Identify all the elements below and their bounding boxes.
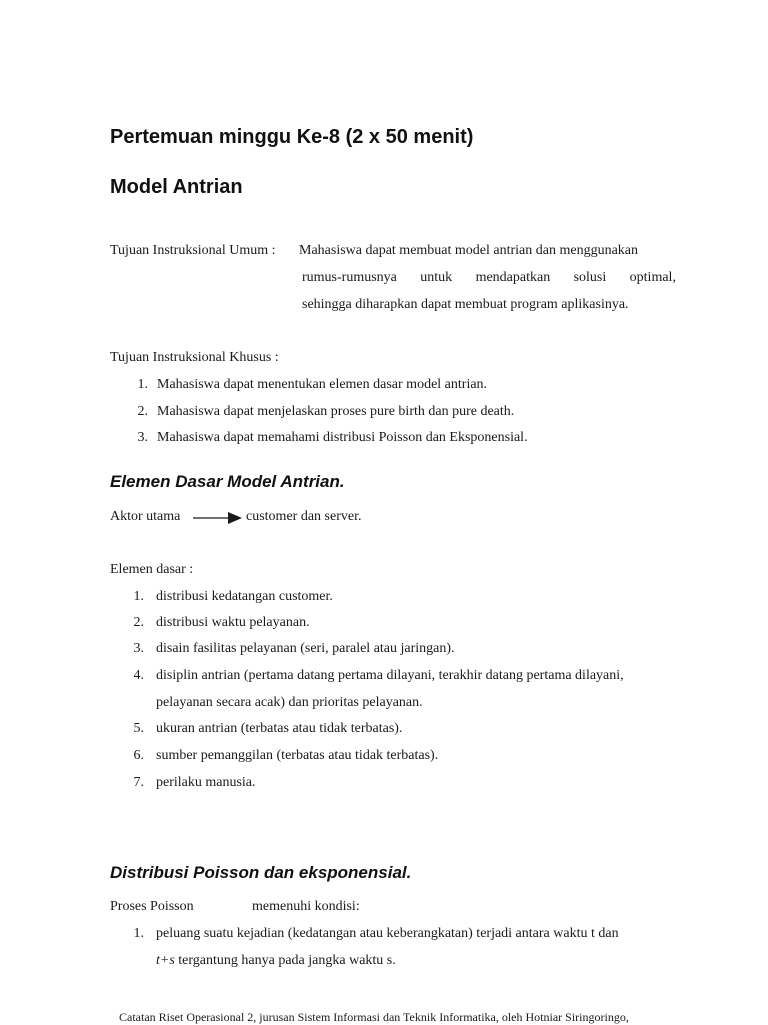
list-number: 3.: [133, 641, 144, 656]
tiu-line-1: Mahasiswa dapat membuat model antrian dan menggunakan: [299, 243, 639, 258]
tiu-line-2: [302, 270, 676, 286]
tiu-word: solusi: [573, 270, 607, 285]
list-number: 2.: [137, 404, 148, 419]
list-item: disiplin antrian (pertama datang pertama dilayani, terakhir datang pertama dilayani,: [156, 668, 624, 683]
list-number: 1.: [133, 926, 144, 941]
elemen-label: Elemen dasar :: [110, 562, 194, 577]
list-item: perilaku manusia.: [156, 775, 256, 790]
page-footer: Catatan Riset Operasional 2, jurusan Sistem Informasi dan Teknik Informatika, oleh Hotniar Siringoringo,: [119, 1010, 629, 1024]
tiu-word: untuk: [420, 270, 453, 285]
actor-label: Aktor utama: [110, 509, 181, 524]
section-heading: Elemen Dasar Model Antrian.: [110, 472, 345, 491]
arrow-right-icon: [192, 510, 244, 526]
list-number: 7.: [133, 775, 144, 790]
list-item: Mahasiswa dapat menjelaskan proses pure birth dan pure death.: [157, 404, 515, 419]
proses-label: Proses Poisson: [110, 899, 194, 914]
list-item: Mahasiswa dapat memahami distribusi Poisson dan Eksponensial.: [157, 430, 528, 445]
tik-label: Tujuan Instruksional Khusus :: [110, 350, 279, 365]
list-number: 5.: [133, 721, 144, 736]
list-number: 6.: [133, 748, 144, 763]
list-number: 1.: [137, 377, 148, 392]
list-item: distribusi kedatangan customer.: [156, 589, 333, 604]
list-item: distribusi waktu pelayanan.: [156, 615, 310, 630]
tiu-word: rumus-rumusnya: [302, 270, 397, 285]
list-item-continuation: [156, 953, 396, 969]
list-number: 1.: [133, 589, 144, 604]
list-item: peluang suatu kejadian (kedatangan atau keberangkatan) terjadi antara waktu t dan: [156, 926, 619, 941]
tiu-label: Tujuan Instruksional Umum :: [110, 243, 276, 258]
list-item-continuation: pelayanan secara acak) dan prioritas pelayanan.: [156, 695, 423, 710]
tiu-line-3: sehingga diharapkan dapat membuat program aplikasinya.: [302, 297, 629, 312]
page-title: Pertemuan minggu Ke-8 (2 x 50 menit): [110, 126, 474, 148]
list-item: disain fasilitas pelayanan (seri, paralel atau jaringan).: [156, 641, 455, 656]
page-subtitle: Model Antrian: [110, 176, 243, 198]
tiu-word: optimal,: [629, 270, 676, 285]
list-item: ukuran antrian (terbatas atau tidak terbatas).: [156, 721, 403, 736]
variable-ts: t+s: [156, 953, 175, 968]
proses-value: memenuhi kondisi:: [252, 899, 360, 914]
section-heading: Distribusi Poisson dan eksponensial.: [110, 863, 412, 882]
actor-value: customer dan server.: [246, 509, 362, 524]
list-item: Mahasiswa dapat menentukan elemen dasar model antrian.: [157, 377, 488, 392]
list-number: 3.: [137, 430, 148, 445]
list-item-text: tergantung hanya pada jangka waktu s.: [174, 953, 396, 968]
tiu-word: mendapatkan: [475, 270, 551, 285]
list-number: 2.: [133, 615, 144, 630]
list-item: sumber pemanggilan (terbatas atau tidak terbatas).: [156, 748, 439, 763]
list-number: 4.: [133, 668, 144, 683]
